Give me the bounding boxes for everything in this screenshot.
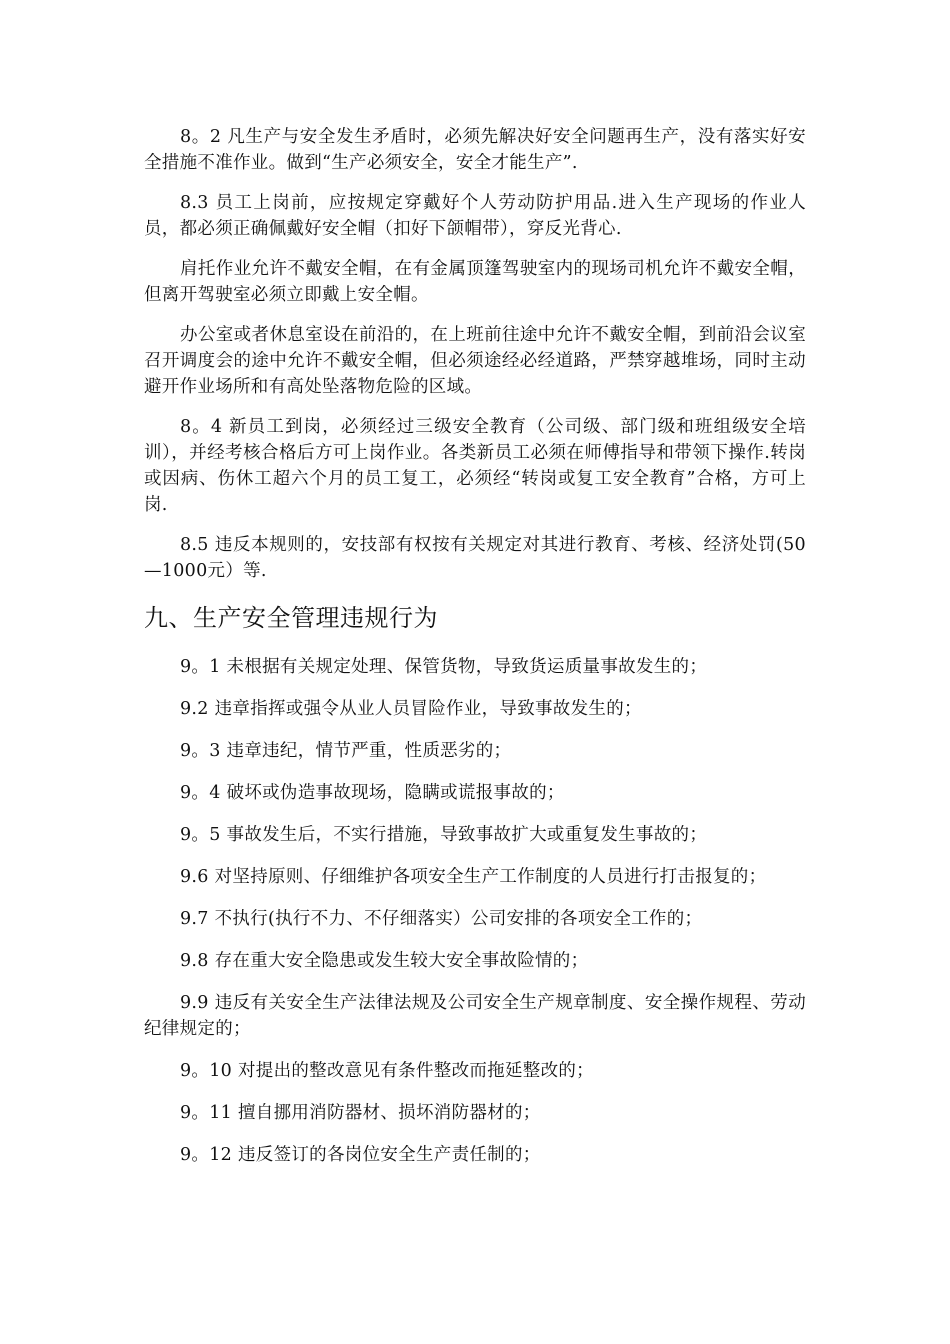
- list-item-9-5: 9。5 事故发生后，不实行措施，导致事故扩大或重复发生事故的；: [180, 825, 708, 845]
- list-item-9-8: 9.8 存在重大安全隐患或发生较大安全事故险情的；: [180, 951, 589, 971]
- list-item-9-10: 9。10 对提出的整改意见有条件整改而拖延整改的；: [180, 1061, 594, 1081]
- list-item-9-4: 9。4 破坏或伪造事故现场，隐瞒或谎报事故的；: [180, 783, 565, 803]
- section-heading-9: 九、生产安全管理违规行为: [144, 604, 438, 632]
- paragraph-8-3: 8.3 员工上岗前，应按规定穿戴好个人劳动防护用品.进入生产现场的作业人员，都必须正确佩戴好安全帽（扣好下颌帽带），穿反光背心.: [144, 193, 806, 239]
- list-item-9-6: 9.6 对坚持原则、仔细维护各项安全生产工作制度的人员进行打击报复的；: [180, 867, 767, 887]
- list-item-9-11: 9。11 擅自挪用消防器材、损坏消防器材的；: [180, 1103, 541, 1123]
- list-item-9-3: 9。3 违章违纪，情节严重，性质恶劣的；: [180, 741, 512, 761]
- document-page: [144, 124, 806, 1184]
- paragraph-helmet-exemption: 肩托作业允许不戴安全帽，在有金属顶篷驾驶室内的现场司机允许不戴安全帽，但离开驾驶室必须立即戴上安全帽。: [144, 259, 806, 305]
- paragraph-office-exemption: 办公室或者休息室设在前沿的，在上班前往途中允许不戴安全帽，到前沿会议室召开调度会的途中允许不戴安全帽，但必须途经必经道路，严禁穿越堆场，同时主动避开作业场所和有高处坠落物危险的区域。: [144, 325, 806, 397]
- list-item-9-1: 9。1 未根据有关规定处理、保管货物，导致货运质量事故发生的；: [180, 657, 708, 677]
- paragraph-8-2: 8。2 凡生产与安全发生矛盾时，必须先解决好安全问题再生产，没有落实好安全措施不准作业。做到“生产必须安全，安全才能生产”.: [144, 127, 806, 173]
- paragraph-8-5: 8.5 违反本规则的，安技部有权按有关规定对其进行教育、考核、经济处罚(50—1000元）等.: [144, 535, 806, 581]
- list-item-9-12: 9。12 违反签订的各岗位安全生产责任制的；: [180, 1145, 541, 1165]
- list-item-9-7: 9.7 不执行(执行不力、不仔细落实）公司安排的各项安全工作的；: [180, 909, 703, 929]
- list-item-9-9: 9.9 违反有关安全生产法律法规及公司安全生产规章制度、安全操作规程、劳动纪律规定的；: [144, 993, 806, 1039]
- paragraph-8-4: 8。4 新员工到岗，必须经过三级安全教育（公司级、部门级和班组级安全培训），并经考核合格后方可上岗作业。各类新员工必须在师傅指导和带领下操作.转岗或因病、伤休工超六个月的员工复工，必须经“转岗或复工安全教育”合格，方可上岗.: [144, 417, 806, 515]
- list-item-9-2: 9.2 违章指挥或强令从业人员冒险作业，导致事故发生的；: [180, 699, 642, 719]
